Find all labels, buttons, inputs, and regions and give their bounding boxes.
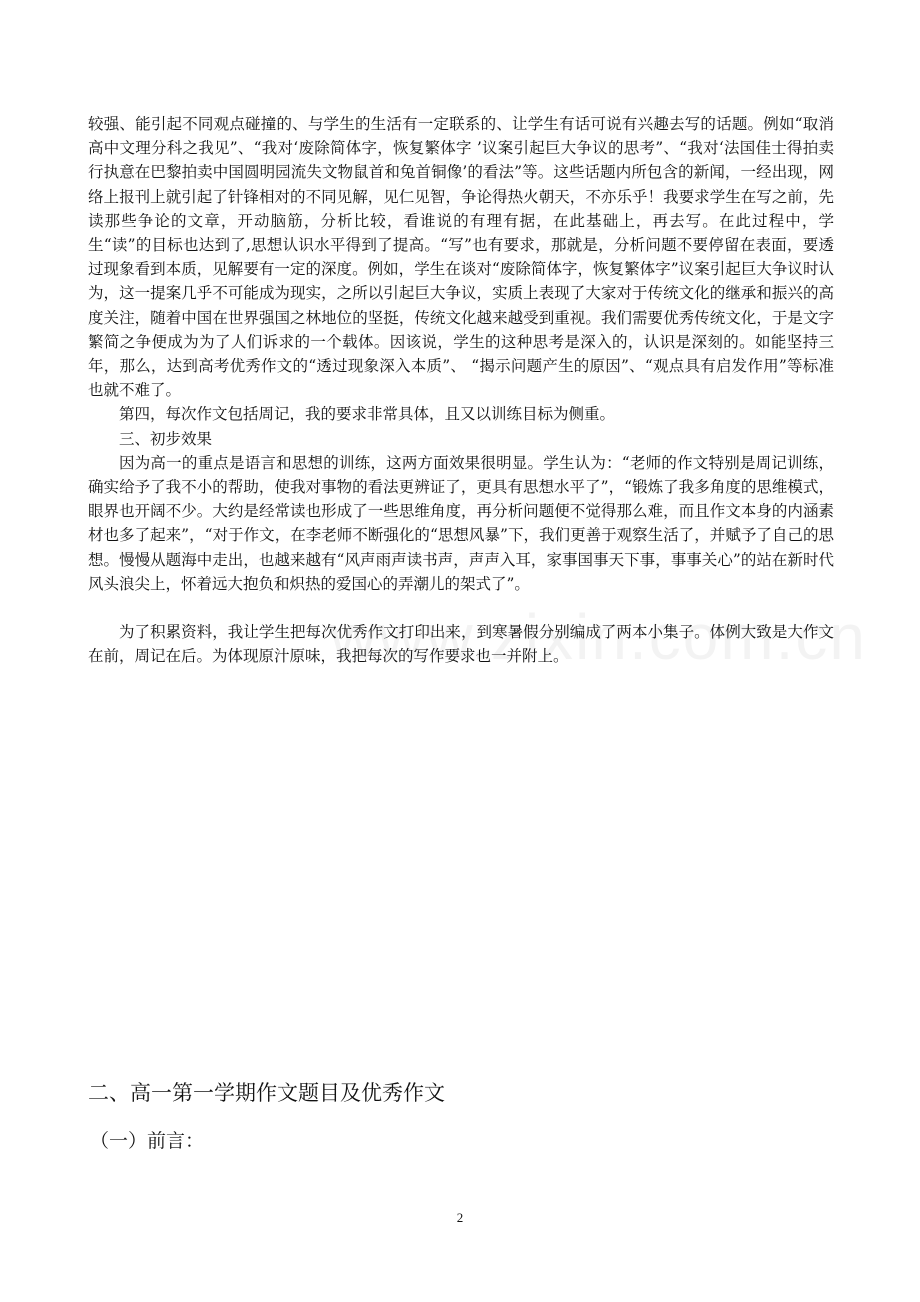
paragraph-fourth-point: 第四，每次作文包括周记，我的要求非常具体，且又以训练目标为侧重。 bbox=[119, 405, 616, 424]
paragraph-topics: 较强、能引起不同观点碰撞的、与学生的生活有一定联系的、让学生有话可说有兴趣去写的话题。例如“取消高中文理分科之我见”、“我对‘废除简体字，恢复繁体字 ’议案引起巨大争议的思考”、“我对‘法国佳士得拍卖行执意在巴黎拍卖中国圆明园流失文物鼠首和兔首铜像’的看法”等。这些话题内所包含的新闻，一经出现，网络上报刊上就引起了针锋相对的不同见解，见仁见智，争论得热火朝天，不亦乐乎！我要求学生在写之前，先读那些争论的文章，开动脑筋，分析比较，看谁说的有理有据，在此基础上，再去写。在此过程中，学生“读”的目标也达到了,思想认识水平得到了提高。“写”也有要求，那就是，分析问题不要停留在表面，要透过现象看到本质，见解要有一定的深度。例如，学生在谈对“废除简体字，恢复繁体字”议案引起巨大争议时认为，这一提案几乎不可能成为现实，之所以引起巨大争议，实质上表现了大家对于传统文化的继承和振兴的高度关注，随着中国在世界强国之林地位的坚挺，传统文化越来越受到重视。我们需要优秀传统文化，于是文字繁简之争便成为为了人们诉求的一个载体。因该说，学生的这种思考是深入的，认识是深刻的。如能坚持三年，那么，达到高考优秀作文的“透过现象深入本质”、 “揭示问题产生的原因”、“观点具有启发作用”等标准也就不难了。 bbox=[88, 115, 834, 400]
paragraph-results: 因为高一的重点是语言和思想的训练，这两方面效果很明显。学生认为：“老师的作文特别是周记训练，确实给予了我不小的帮助，使我对事物的看法更辨证了，更具有思想水平了”，“锻炼了我多角度的思维模式，眼界也开阔不少。大约是经常读也形成了一些思维角度，再分析问题便不觉得那么难，而且作文本身的内涵素材也多了起来”，“对于作文，在李老师不断强化的“思想风暴”下，我们更善于观察生活了，并赋予了自己的思想。慢慢从题海中走出，也越来越有“风声雨声读书声，声声入耳，家事国事天下事，事事关心”的站在新时代风头浪尖上，怀着远大抱负和炽热的爱国心的弄潮儿的架式了”。 bbox=[88, 453, 834, 593]
subsection-heading: （一）前言： bbox=[90, 1130, 205, 1152]
subheading-initial-results: 三、初步效果 bbox=[119, 429, 213, 448]
page-number: 2 bbox=[456, 1210, 464, 1225]
section-heading: 二、高一第一学期作文题目及优秀作文 bbox=[88, 1081, 445, 1105]
watermark bbox=[330, 600, 867, 674]
paragraph-collection: 为了积累资料，我让学生把每次优秀作文打印出来，到寒暑假分别编成了两本小集子。体例大致是大作文在前，周记在后。为体现原汁原味，我把每次的写作要求也一并附上。 bbox=[88, 623, 834, 666]
body-text-block bbox=[88, 112, 834, 596]
